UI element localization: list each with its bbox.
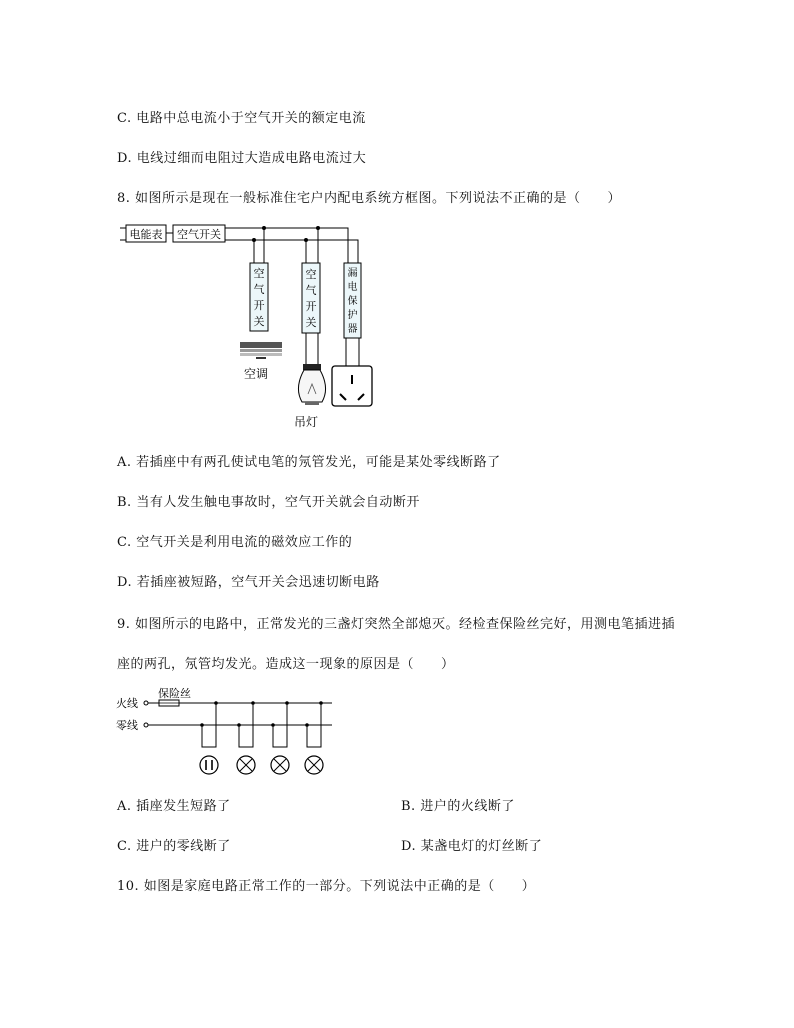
socket-icon xyxy=(332,366,372,406)
switch2-char-1: 空 xyxy=(305,268,317,281)
live-wire-label: 火线 xyxy=(116,697,138,710)
switch1-char-1: 空 xyxy=(253,267,265,280)
q8-stem: 8. 如图所示是现在一般标准住宅户内配电系统方框图。下列说法不正确的是（ ） xyxy=(117,191,622,206)
switch2-char-2: 气 xyxy=(305,284,317,297)
lamp-symbol-3 xyxy=(305,756,323,774)
q7-option-d: D. 电线过细而电阻过大造成电路电流过大 xyxy=(117,151,367,166)
branch-air-switch-2 xyxy=(302,263,320,333)
q10-stem: 10. 如图是家庭电路正常工作的一部分。下列说法中正确的是（ ） xyxy=(117,879,536,894)
q9-option-d: D. 某盏电灯的灯丝断了 xyxy=(401,839,543,854)
branch-air-switch-1 xyxy=(250,263,268,331)
fuse-symbol xyxy=(159,700,179,706)
switch2-char-3: 开 xyxy=(305,300,317,313)
leakage-protector xyxy=(344,263,361,338)
q9-stem-line2: 座的两孔，氖管均发光。造成这一现象的原因是（ ） xyxy=(117,657,455,672)
lamp-symbol-2 xyxy=(271,756,289,774)
socket-symbol xyxy=(200,756,218,774)
q9-option-a: A. 插座发生短路了 xyxy=(117,799,231,814)
q9-option-c: C. 进户的零线断了 xyxy=(117,839,231,854)
lamp-label: 吊灯 xyxy=(293,415,319,429)
air-conditioner-icon xyxy=(240,342,282,359)
q8-option-d: D. 若插座被短路，空气开关会迅速切断电路 xyxy=(117,575,380,590)
switch2-char-4: 关 xyxy=(305,316,317,329)
q8-option-a: A. 若插座中有两孔使试电笔的氖管发光，可能是某处零线断路了 xyxy=(117,455,501,470)
electric-meter-box xyxy=(126,225,166,242)
q9-stem-line1: 9. 如图所示的电路中，正常发光的三盏灯突然全部熄灭。经检查保险丝完好，用测电笔插进插 xyxy=(117,617,676,632)
switch1-char-2: 气 xyxy=(253,283,265,296)
q8-distribution-diagram xyxy=(118,218,418,433)
fuse-label: 保险丝 xyxy=(158,687,191,700)
q7-option-c: C. 电路中总电流小于空气开关的额定电流 xyxy=(117,111,366,126)
protector-char-3: 保 xyxy=(347,296,358,307)
q8-option-b: B. 当有人发生触电事故时，空气开关就会自动断开 xyxy=(117,495,420,510)
switch1-char-3: 开 xyxy=(253,299,265,312)
main-switch-label: 空气开关 xyxy=(177,228,221,241)
protector-char-1: 漏 xyxy=(347,268,358,279)
q9-circuit-diagram xyxy=(114,685,339,780)
protector-char-2: 电 xyxy=(347,282,358,293)
q8-option-c: C. 空气开关是利用电流的磁效应工作的 xyxy=(117,535,353,550)
meter-label: 电能表 xyxy=(129,228,163,241)
switch1-char-4: 关 xyxy=(253,315,265,328)
protector-char-4: 护 xyxy=(347,310,358,321)
lamp-symbol-1 xyxy=(237,756,255,774)
pendant-lamp-icon xyxy=(298,364,325,405)
main-air-switch-box xyxy=(173,225,225,242)
ac-label: 空调 xyxy=(243,367,269,381)
neutral-wire-label: 零线 xyxy=(116,719,138,732)
q9-option-b: B. 进户的火线断了 xyxy=(401,799,515,814)
protector-char-5: 器 xyxy=(347,324,358,335)
